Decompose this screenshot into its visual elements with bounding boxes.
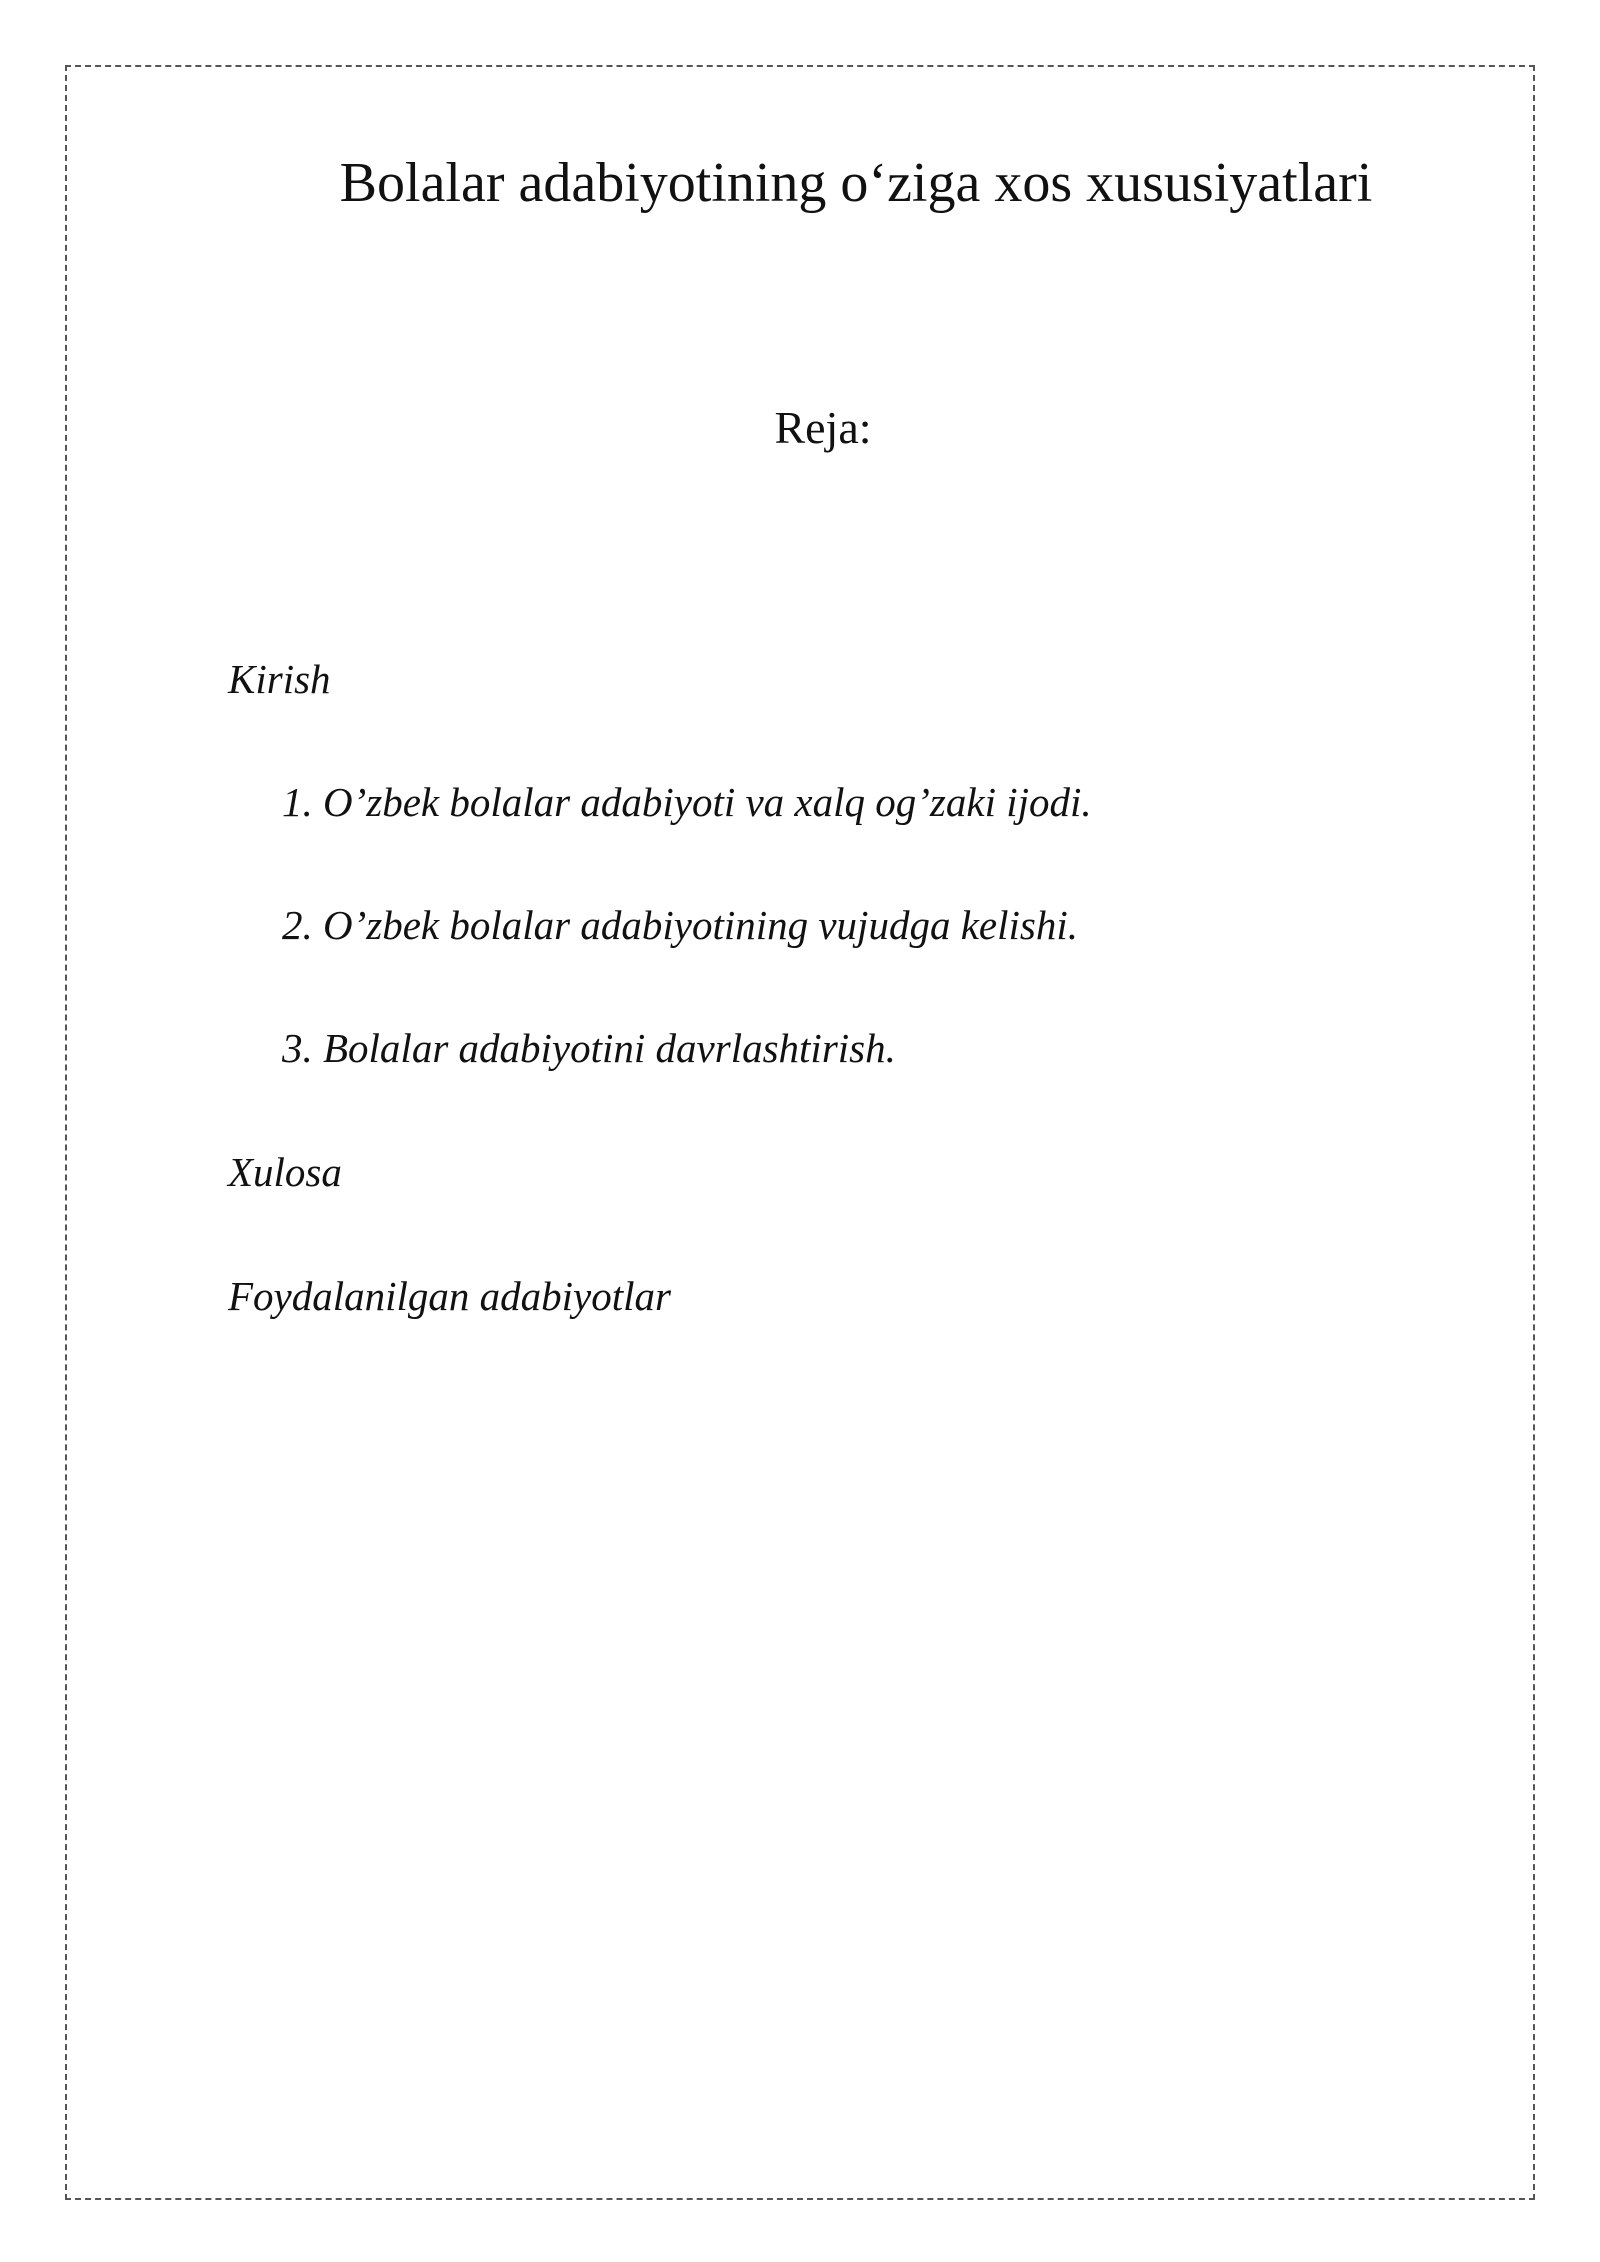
plan-references: Foydalanilgan adabiyotlar xyxy=(228,1273,671,1319)
plan-heading: Reja: xyxy=(774,402,872,453)
plan-item-3: 3. Bolalar adabiyotini davrlashtirish. xyxy=(282,1025,896,1071)
plan-item-1: 1. O’zbek bolalar adabiyoti va xalq og’zaki ijodi. xyxy=(282,779,1092,825)
document-title: Bolalar adabiyotining o‘ziga xos xususiyatlari xyxy=(339,152,1373,214)
page-border xyxy=(65,65,1535,2200)
plan-intro: Kirish xyxy=(228,656,331,702)
plan-item-2: 2. O’zbek bolalar adabiyotining vujudga kelishi. xyxy=(282,902,1078,948)
plan-conclusion: Xulosa xyxy=(228,1149,342,1195)
